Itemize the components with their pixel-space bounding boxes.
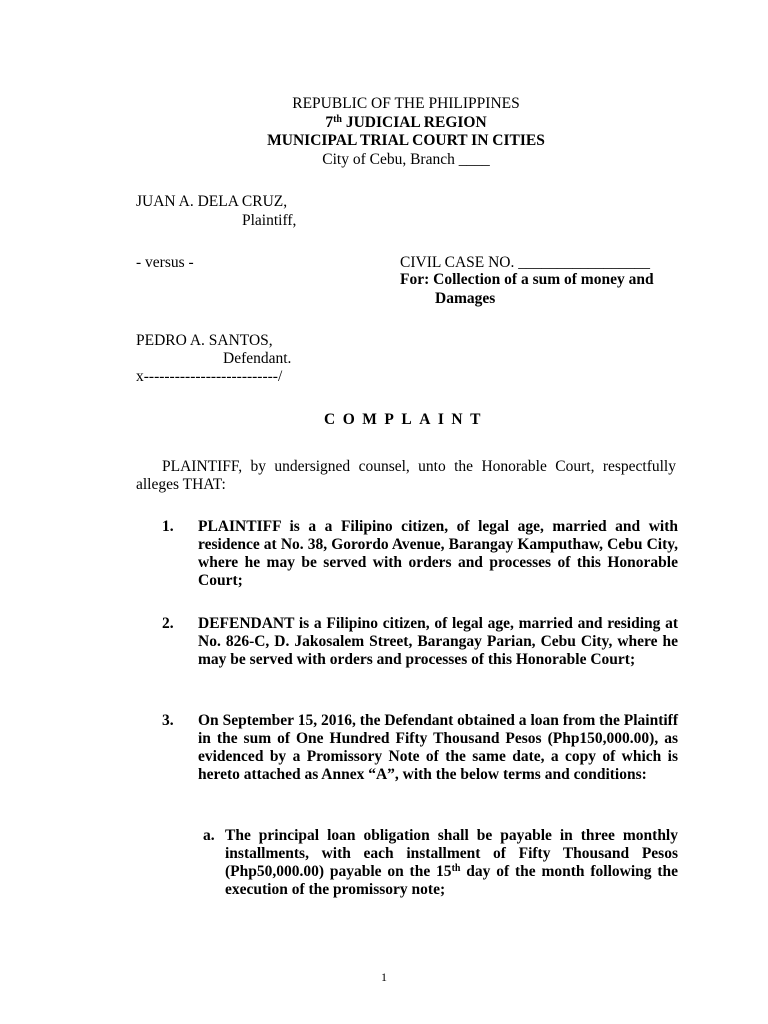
allegation-1-number: 1. xyxy=(162,518,174,535)
civil-case-number: CIVIL CASE NO. _________________ xyxy=(400,254,651,271)
defendant-role: Defendant. xyxy=(223,350,292,367)
caption-closing-line: x--------------------------/ xyxy=(136,368,283,385)
subitem-a-text-before: The principal loan obligation shall be payable in three monthly installments, with each installment of Fifty Thousand Pesos (Php50,000.00) payable on the 15 xyxy=(225,827,678,880)
header-court-name: MUNICIPAL TRIAL COURT IN CITIES xyxy=(267,132,545,149)
allegation-3-number: 3. xyxy=(162,712,174,729)
page-number: 1 xyxy=(381,970,387,984)
header-region-number: 7 xyxy=(325,113,334,131)
case-nature-line1: For: Collection of a sum of money and xyxy=(400,271,654,288)
versus-label: - versus - xyxy=(136,254,194,271)
plaintiff-name: JUAN A. DELA CRUZ, xyxy=(136,193,288,210)
defendant-name: PEDRO A. SANTOS, xyxy=(136,332,273,349)
document-title: COMPLAINT xyxy=(324,411,488,428)
header-republic: REPUBLIC OF THE PHILIPPINES xyxy=(292,95,520,112)
subitem-a-text-after: day of the month following the execution of the promissory note; xyxy=(225,863,678,898)
subitem-a-text xyxy=(225,827,678,899)
allegation-1-text: PLAINTIFF is a a Filipino citizen, of legal age, married and with residence at No. 38, Gorordo Avenue, Barangay Kamputhaw, Cebu City, where he may be served with orders and processes of this Honorable Court; xyxy=(198,518,678,589)
case-nature-line2: Damages xyxy=(435,290,496,307)
header-region-ordinal: th xyxy=(333,113,342,125)
header-region-text: JUDICIAL REGION xyxy=(341,113,487,131)
header-city-branch: City of Cebu, Branch ____ xyxy=(322,150,490,168)
allegation-2-text: DEFENDANT is a Filipino citizen, of legal age, married and residing at No. 826-C, D. Jakosalem Street, Barangay Parian, Cebu City, where he may be served with orders and processes of this Honorable Court; xyxy=(198,615,678,668)
allegation-3-text: On September 15, 2016, the Defendant obtained a loan from the Plaintiff in the sum of One Hundred Fifty Thousand Pesos (Php150,000.00), as evidenced by a Promissory Note of the same date, a copy of which is hereto attached as Annex “A”, with the below terms and conditions: xyxy=(198,712,678,783)
subitem-a-letter: a. xyxy=(203,827,215,844)
subitem-a-ordinal: th xyxy=(451,863,461,874)
intro-paragraph: PLAINTIFF, by undersigned counsel, unto the Honorable Court, respectfully alleges THAT: xyxy=(136,458,676,493)
allegation-2-number: 2. xyxy=(162,615,174,632)
court-header xyxy=(136,95,676,169)
plaintiff-role: Plaintiff, xyxy=(242,212,297,229)
header-judicial-region xyxy=(136,114,676,133)
